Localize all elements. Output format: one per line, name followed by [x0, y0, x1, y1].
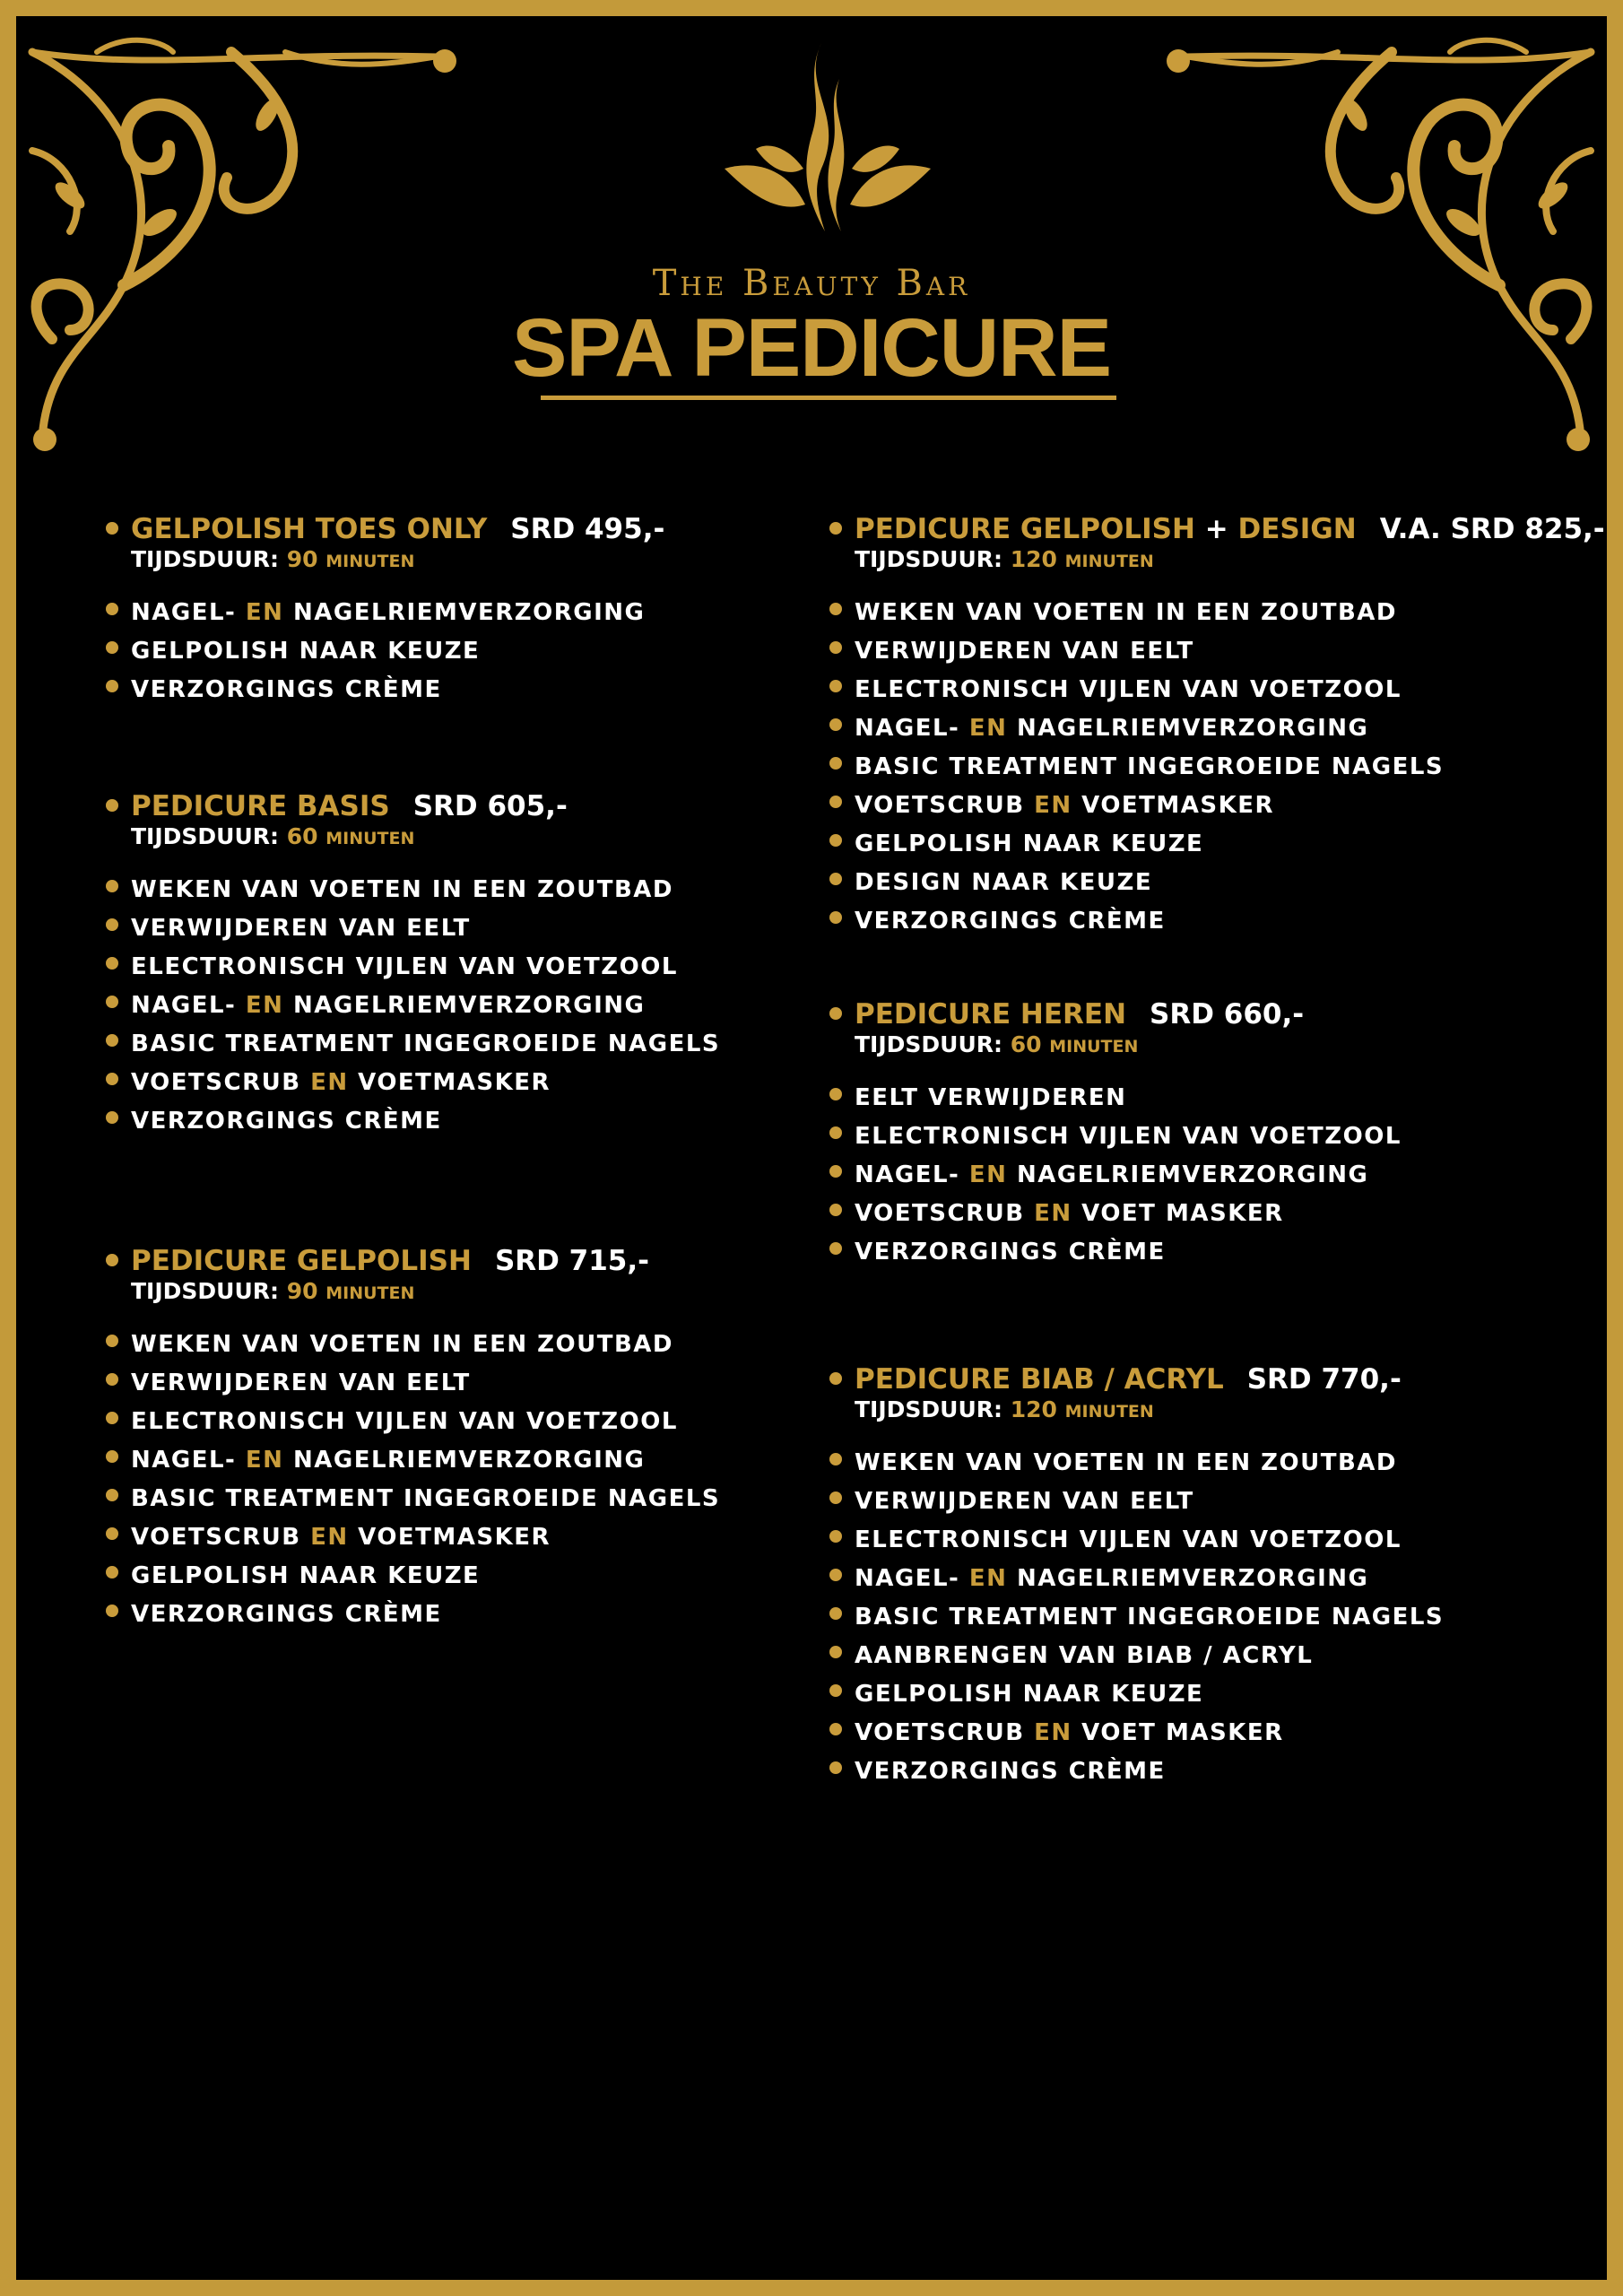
service-duration [829, 547, 1583, 574]
service-item: VERWIJDEREN VAN EELT [106, 1364, 751, 1403]
service-item: NAGEL- EN NAGELRIEMVERZORGING [829, 1560, 1583, 1598]
lotus-flame-icon [716, 34, 940, 249]
service-duration [106, 824, 751, 851]
service-item: VERZORGINGS CRÈME [829, 1233, 1583, 1272]
service-item: WEKEN VAN VOETEN IN EEN ZOUTBAD [106, 1326, 751, 1364]
bullet-icon [106, 918, 118, 931]
service-price: SRD 495,- [510, 513, 665, 545]
service-item: VOETSCRUB EN VOETMASKER [829, 787, 1583, 825]
service-item: VERWIJDEREN VAN EELT [106, 909, 751, 948]
bullet-icon [829, 1165, 842, 1178]
service-item: GELPOLISH NAAR KEUZE [829, 825, 1583, 864]
service-item: NAGEL- EN NAGELRIEMVERZORGING [829, 1156, 1583, 1195]
bullet-icon [106, 1450, 118, 1463]
bullet-icon [106, 1373, 118, 1386]
bullet-icon [829, 1723, 842, 1735]
title-underline [541, 396, 1116, 400]
bullet-icon [106, 1605, 118, 1617]
bullet-icon [829, 1204, 842, 1216]
service-item-list [106, 1326, 751, 1634]
service-item: NAGEL- EN NAGELRIEMVERZORGING [106, 594, 751, 632]
brand-name: The Beauty Bar [652, 263, 971, 304]
bullet-icon [106, 957, 118, 970]
bullet-icon [829, 1646, 842, 1658]
service-item: ELECTRONISCH VIJLEN VAN VOETZOOL [829, 1521, 1583, 1560]
bullet-icon [106, 880, 118, 892]
bullet-icon [106, 1527, 118, 1540]
service-item: NAGEL- EN NAGELRIEMVERZORGING [829, 709, 1583, 748]
service-pedicure-gelpolish-design [829, 511, 1605, 941]
service-name-part1: PEDICURE GELPOLISH [855, 513, 1195, 545]
bullet-icon [829, 1242, 842, 1255]
service-item: VERWIJDEREN VAN EELT [829, 1483, 1583, 1521]
duration-value: 90 [286, 546, 318, 572]
service-item: ELECTRONISCH VIJLEN VAN VOETZOOL [829, 671, 1583, 709]
service-item: VOETSCRUB EN VOETMASKER [106, 1518, 751, 1557]
service-pedicure-gelpolish [106, 1243, 751, 1634]
service-item: VOETSCRUB EN VOET MASKER [829, 1714, 1583, 1752]
service-price: V.A. SRD 825,- [1379, 513, 1605, 545]
bullet-icon [106, 603, 118, 615]
service-name: PEDICURE GELPOLISH [131, 1245, 472, 1277]
service-duration [829, 1032, 1583, 1059]
bullet-icon [829, 718, 842, 731]
duration-label: TIJDSDUUR: [131, 823, 280, 849]
bullet-icon [829, 1126, 842, 1139]
bullet-icon [829, 1372, 842, 1385]
bullet-icon [106, 522, 118, 535]
bullet-icon [106, 996, 118, 1008]
duration-value: 60 [286, 823, 318, 849]
service-duration [106, 1279, 751, 1306]
service-heading [106, 511, 751, 547]
bullet-icon [829, 1453, 842, 1465]
duration-unit: MINUTEN [1049, 1037, 1139, 1057]
bullet-icon [829, 522, 842, 535]
left-column [106, 511, 751, 1634]
bullet-icon [106, 1254, 118, 1266]
service-item-list [829, 1079, 1583, 1272]
service-item: ELECTRONISCH VIJLEN VAN VOETZOOL [829, 1118, 1583, 1156]
service-heading [106, 788, 751, 824]
service-item: VERZORGINGS CRÈME [106, 1102, 751, 1141]
service-heading [829, 1361, 1583, 1397]
bullet-icon [829, 1684, 842, 1697]
service-item: NAGEL- EN NAGELRIEMVERZORGING [106, 987, 751, 1025]
bullet-icon [829, 1607, 842, 1620]
service-item: ELECTRONISCH VIJLEN VAN VOETZOOL [106, 948, 751, 987]
service-pedicure-basis [106, 788, 751, 1141]
bullet-icon [106, 1335, 118, 1347]
service-name-part2: DESIGN [1237, 513, 1357, 545]
plus-sign: + [1204, 513, 1228, 545]
service-item-list [106, 594, 751, 709]
bullet-icon [106, 1566, 118, 1578]
service-price: SRD 715,- [494, 1245, 650, 1277]
bullet-icon [106, 1034, 118, 1047]
page-title: SPA PEDICURE [512, 302, 1111, 394]
service-name: PEDICURE BASIS [131, 790, 390, 822]
bullet-icon [106, 1111, 118, 1124]
bullet-icon [829, 796, 842, 808]
duration-value: 120 [1010, 546, 1057, 572]
service-item: GELPOLISH NAAR KEUZE [106, 1557, 751, 1596]
service-item: BASIC TREATMENT INGEGROEIDE NAGELS [829, 1598, 1583, 1637]
service-item: GELPOLISH NAAR KEUZE [829, 1675, 1583, 1714]
service-item: VERZORGINGS CRÈME [829, 1752, 1583, 1791]
duration-label: TIJDSDUUR: [131, 546, 280, 572]
service-gelpolish-toes-only [106, 511, 751, 709]
bullet-icon [829, 603, 842, 615]
bullet-icon [829, 1569, 842, 1581]
service-item-list [829, 594, 1583, 941]
service-name: PEDICURE BIAB / ACRYL [855, 1363, 1224, 1396]
service-item: BASIC TREATMENT INGEGROEIDE NAGELS [106, 1480, 751, 1518]
bullet-icon [829, 1088, 842, 1100]
service-item: ELECTRONISCH VIJLEN VAN VOETZOOL [106, 1403, 751, 1441]
bullet-icon [829, 1530, 842, 1543]
service-pedicure-biab-acryl [829, 1361, 1583, 1791]
service-duration [106, 547, 751, 574]
bullet-icon [829, 641, 842, 654]
duration-label: TIJDSDUUR: [855, 546, 1003, 572]
service-pedicure-heren [829, 996, 1583, 1272]
bullet-icon [829, 873, 842, 885]
bullet-icon [829, 1761, 842, 1774]
service-heading [829, 511, 1605, 547]
bullet-icon [829, 1007, 842, 1020]
service-name: PEDICURE HEREN [855, 998, 1127, 1031]
duration-unit: MINUTEN [1064, 552, 1154, 571]
service-heading [106, 1243, 751, 1279]
bullet-icon [829, 680, 842, 692]
service-item: DESIGN NAAR KEUZE [829, 864, 1583, 902]
bullet-icon [829, 1492, 842, 1504]
service-item: VOETSCRUB EN VOET MASKER [829, 1195, 1583, 1233]
duration-value: 60 [1010, 1031, 1042, 1057]
duration-unit: MINUTEN [325, 829, 415, 848]
bullet-icon [106, 799, 118, 812]
duration-unit: MINUTEN [325, 1283, 415, 1303]
duration-value: 120 [1010, 1396, 1057, 1422]
duration-label: TIJDSDUUR: [131, 1278, 280, 1304]
duration-unit: MINUTEN [1064, 1402, 1154, 1422]
bullet-icon [106, 641, 118, 654]
bullet-icon [106, 1489, 118, 1501]
right-column [829, 511, 1605, 1791]
service-item: BASIC TREATMENT INGEGROEIDE NAGELS [106, 1025, 751, 1064]
service-item: WEKEN VAN VOETEN IN EEN ZOUTBAD [106, 871, 751, 909]
service-item: NAGEL- EN NAGELRIEMVERZORGING [106, 1441, 751, 1480]
service-item-list [106, 871, 751, 1141]
bullet-icon [829, 834, 842, 847]
service-item: EELT VERWIJDEREN [829, 1079, 1583, 1118]
service-price: SRD 770,- [1246, 1363, 1402, 1396]
service-price: SRD 605,- [412, 790, 568, 822]
service-item-list [829, 1444, 1583, 1791]
service-heading [829, 996, 1583, 1032]
bullet-icon [106, 1412, 118, 1424]
duration-label: TIJDSDUUR: [855, 1031, 1003, 1057]
service-item: VOETSCRUB EN VOETMASKER [106, 1064, 751, 1102]
service-item: WEKEN VAN VOETEN IN EEN ZOUTBAD [829, 1444, 1583, 1483]
service-duration [829, 1397, 1583, 1424]
bullet-icon [829, 757, 842, 770]
bullet-icon [106, 680, 118, 692]
service-name: GELPOLISH TOES ONLY [131, 513, 488, 545]
service-item: VERWIJDEREN VAN EELT [829, 632, 1583, 671]
bullet-icon [829, 911, 842, 924]
bullet-icon [106, 1073, 118, 1085]
duration-value: 90 [286, 1278, 318, 1304]
service-item: AANBRENGEN VAN BIAB / ACRYL [829, 1637, 1583, 1675]
duration-unit: MINUTEN [325, 552, 415, 571]
duration-label: TIJDSDUUR: [855, 1396, 1003, 1422]
service-item: VERZORGINGS CRÈME [106, 1596, 751, 1634]
service-item: VERZORGINGS CRÈME [829, 902, 1583, 941]
service-item: WEKEN VAN VOETEN IN EEN ZOUTBAD [829, 594, 1583, 632]
service-item: BASIC TREATMENT INGEGROEIDE NAGELS [829, 748, 1583, 787]
service-item: GELPOLISH NAAR KEUZE [106, 632, 751, 671]
service-price: SRD 660,- [1150, 998, 1305, 1031]
service-item: VERZORGINGS CRÈME [106, 671, 751, 709]
